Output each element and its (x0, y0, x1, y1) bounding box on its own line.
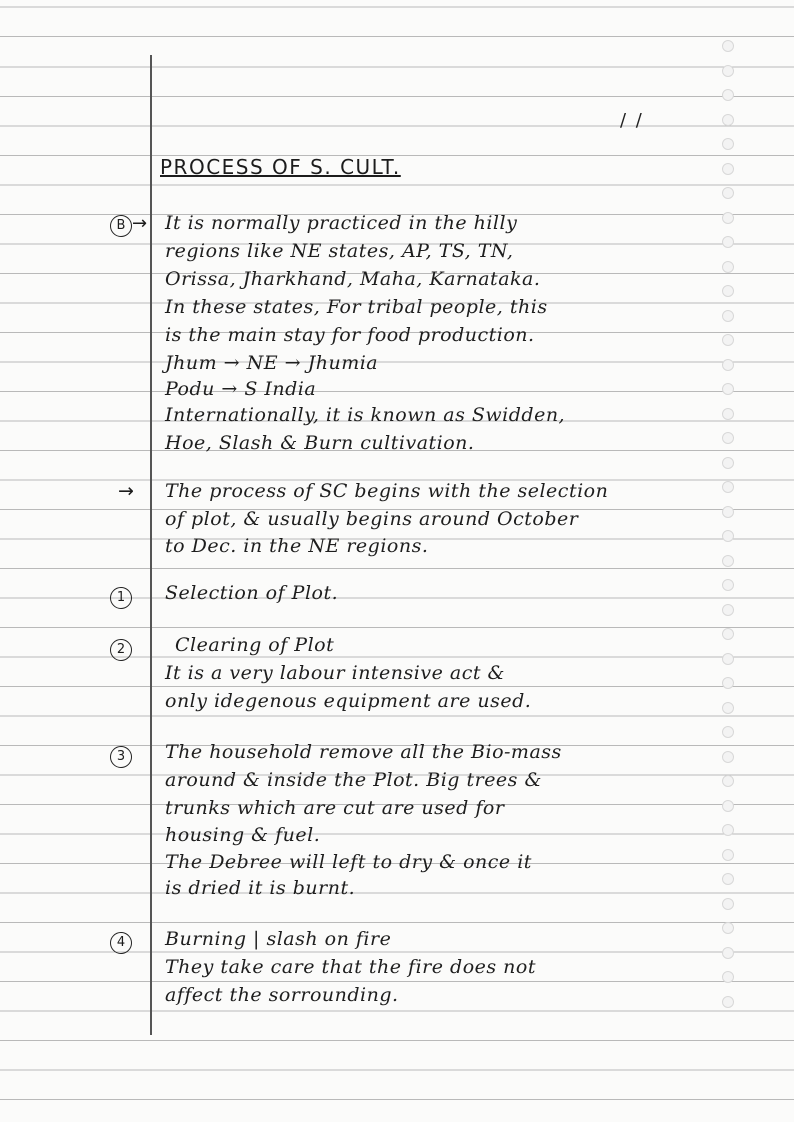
binder-hole (722, 163, 734, 175)
section-marker-b (110, 212, 147, 237)
binder-hole (722, 408, 734, 420)
binder-hole (722, 677, 734, 689)
binder-hole (722, 922, 734, 934)
section-marker-2 (110, 636, 132, 661)
text-line: to Dec. in the NE regions. (165, 535, 429, 557)
binder-hole (722, 604, 734, 616)
text-line: affect the sorrounding. (165, 984, 399, 1006)
circled-number: 3 (110, 746, 132, 768)
binder-hole (722, 212, 734, 224)
text-line: The process of SC begins with the selection (165, 480, 609, 502)
binder-hole (722, 800, 734, 812)
section-marker-1 (110, 584, 132, 609)
section-marker-3 (110, 743, 132, 768)
binder-hole (722, 996, 734, 1008)
page-title: PROCESS OF S. CULT. (160, 155, 401, 179)
text-line: Selection of Plot. (165, 582, 339, 604)
text-line: regions like NE states, AP, TS, TN, (165, 240, 514, 262)
binder-hole (722, 849, 734, 861)
text-line: trunks which are cut are used for (165, 797, 505, 819)
binder-hole (722, 898, 734, 910)
binder-hole (722, 702, 734, 714)
circled-number: 1 (110, 587, 132, 609)
binder-hole (722, 432, 734, 444)
binder-hole (722, 628, 734, 640)
binder-hole (722, 285, 734, 297)
binder-hole (722, 653, 734, 665)
text-line: In these states, For tribal people, this (165, 296, 548, 318)
text-line: housing & fuel. (165, 824, 321, 846)
binder-hole (722, 334, 734, 346)
binder-hole (722, 138, 734, 150)
binder-hole (722, 89, 734, 101)
text-line: Clearing of Plot (175, 634, 335, 656)
text-line: They take care that the fire does not (165, 956, 536, 978)
binder-hole (722, 114, 734, 126)
text-line: The household remove all the Bio-mass (165, 741, 562, 763)
arrow-icon: → (118, 480, 134, 502)
section-marker-4 (110, 929, 132, 954)
text-line: around & inside the Plot. Big trees & (165, 769, 542, 791)
text-line: Internationally, it is known as Swidden, (165, 404, 566, 426)
binder-hole (722, 530, 734, 542)
text-line: The Debree will left to dry & once it (165, 851, 532, 873)
text-line: Podu → S India (165, 378, 317, 400)
binder-hole (722, 873, 734, 885)
binder-hole (722, 457, 734, 469)
binder-hole (722, 947, 734, 959)
text-line: of plot, & usually begins around October (165, 508, 579, 530)
text-line: Hoe, Slash & Burn cultivation. (165, 432, 475, 454)
binder-hole (722, 775, 734, 787)
binder-holes (718, 40, 738, 1040)
text-line: Orissa, Jharkhand, Maha, Karnataka. (165, 268, 541, 290)
text-line: only idegenous equipment are used. (165, 690, 532, 712)
binder-hole (722, 726, 734, 738)
binder-hole (722, 40, 734, 52)
binder-hole (722, 65, 734, 77)
text-line: It is a very labour intensive act & (165, 662, 505, 684)
circled-number: 2 (110, 639, 132, 661)
binder-hole (722, 824, 734, 836)
binder-hole (722, 383, 734, 395)
binder-hole (722, 971, 734, 983)
circled-number: 4 (110, 932, 132, 954)
text-line: is the main stay for food production. (165, 324, 535, 346)
text-line: is dried it is burnt. (165, 877, 356, 899)
binder-hole (722, 187, 734, 199)
binder-hole (722, 506, 734, 518)
binder-hole (722, 236, 734, 248)
circled-letter: B (110, 215, 132, 237)
page-number-mark: / / (620, 110, 644, 131)
margin-line (150, 55, 152, 1035)
binder-hole (722, 751, 734, 763)
binder-hole (722, 555, 734, 567)
binder-hole (722, 359, 734, 371)
arrow-icon: → (132, 213, 148, 234)
binder-hole (722, 261, 734, 273)
text-line: It is normally practiced in the hilly (165, 212, 518, 234)
text-line: Jhum → NE → Jhumia (165, 352, 379, 374)
binder-hole (722, 310, 734, 322)
binder-hole (722, 481, 734, 493)
text-line: Burning | slash on fire (165, 928, 392, 950)
binder-hole (722, 579, 734, 591)
